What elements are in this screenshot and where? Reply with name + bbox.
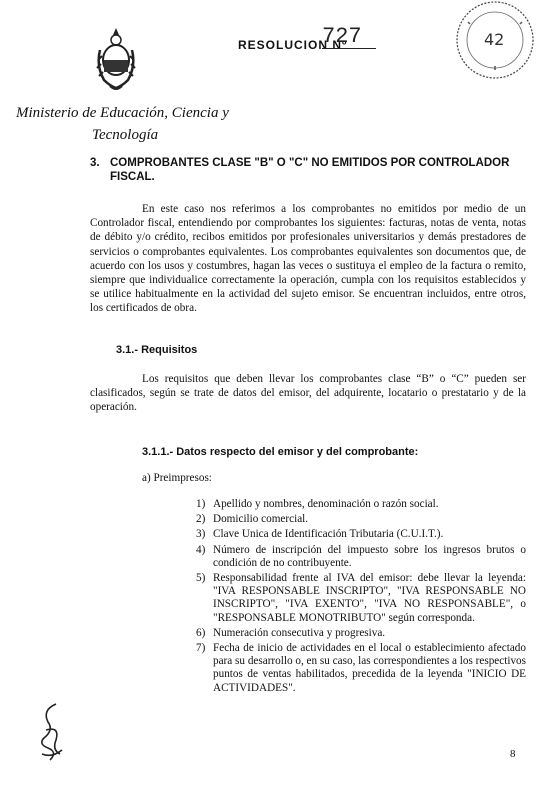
list-item: 1) Apellido y nombres, denominación o razón social. — [196, 498, 439, 510]
resolucion-label: RESOLUCION Nº — [238, 38, 348, 52]
national-seal-icon — [94, 26, 138, 92]
subsection-a-label: a) Preimpresos: — [142, 472, 212, 484]
section-3-title-text: COMPROBANTES CLASE "B" O "C" NO EMITIDOS POR CONTROLADOR FISCAL. — [110, 157, 510, 183]
ministry-name — [16, 102, 246, 146]
list-item: 2) Domicilio comercial. — [196, 513, 309, 526]
signature-icon — [34, 700, 68, 766]
section-3-title — [90, 156, 530, 184]
section-3-1-1-heading: 3.1.1.- Datos respecto del emisor y del comprobante: — [142, 446, 419, 458]
section-3-number: 3. — [90, 157, 100, 169]
stamp-number: 42 — [484, 30, 505, 49]
list-item: 3) Clave Unica de Identificación Tributaria (C.U.I.T.). — [196, 528, 444, 541]
page-number: 8 — [510, 748, 516, 760]
resolucion-number: 727 — [322, 26, 376, 49]
requirements-list — [196, 498, 526, 697]
ministry-line-2: Tecnología — [92, 127, 159, 143]
list-item: 4) Número de inscripción del impuesto sobre los ingresos brutos o condición de no contribuyente. — [196, 543, 526, 569]
ministry-line-1: Ministerio de Educación, Ciencia y — [16, 105, 229, 121]
list-item: 7) Fecha de inicio de actividades en el local o establecimiento afectado para su desarrollo o, en su caso, las correspondientes a los respectivos puntos de ventas habilitados, precedida de la leyenda "INICIO DE ACTIVIDADES". — [196, 642, 526, 694]
official-stamp — [452, 0, 538, 86]
section-3-1-paragraph: Los requisitos que deben llevar los comprobantes clase “B” o “C” pueden ser clasificados, según se trate de datos del emisor, del adquirente, locatario o prestatario y de la operación. — [90, 373, 526, 414]
list-item: 6) Numeración consecutiva y progresiva. — [196, 626, 386, 639]
section-3-1-heading: 3.1.- Requisitos — [116, 344, 198, 356]
list-item: 5) Responsabilidad frente al IVA del emisor: debe llevar la leyenda: "IVA RESPONSABLE INSCRIPTO", "IVA RESPONSABLE NO INSCRIPTO", "IVA EXENTO", "IVA NO RESPONSABLE", o "RESPONSABLE MONOTRIBUTO" según corresponda. — [196, 572, 526, 624]
section-3-paragraph: En este caso nos referimos a los comprobantes no emitidos por medio de un Controlador fiscal, entendiendo por comprobantes los siguientes: facturas, notas de venta, notas de débito y/o crédito, recibos emitidos por profesionales universitarios y demás prestadores de servicios o comprobantes equivalentes. Los comprobantes equivalentes son documentos que, de acuerdo con los usos y costumbres, hagan las veces o sustituya el empleo de la factura o remito, siempre que individualice correctamente la operación, cumpla con los requisitos establecidos y se utilice habitualmente en la actividad del sujeto emisor. Se encuentran incluidos, entre otros, los certificados de obra. — [90, 203, 526, 315]
